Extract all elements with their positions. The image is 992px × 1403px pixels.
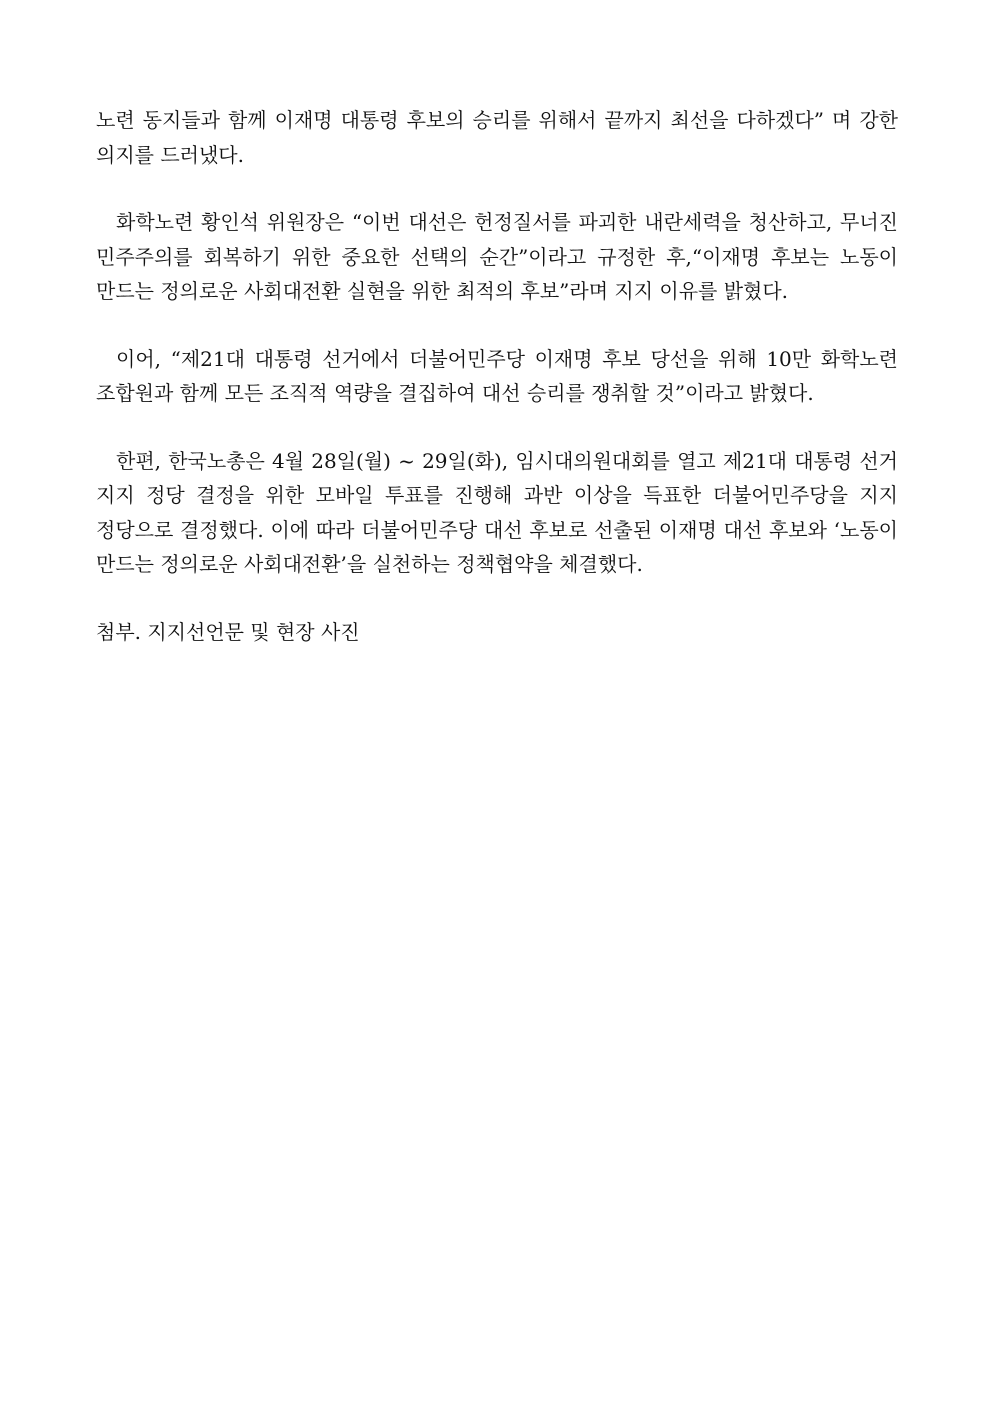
paragraph-1: 노련 동지들과 함께 이재명 대통령 후보의 승리를 위해서 끝까지 최선을 다하겠다” 며 강한 의지를 드러냈다. [96,108,898,167]
attachment-note: 첨부. 지지선언문 및 현장 사진 [96,619,360,644]
document-page [96,103,898,682]
paragraph-2: 화학노련 황인석 위원장은 “이번 대선은 헌정질서를 파괴한 내란세력을 청산하고, 무너진 민주주의를 회복하기 위한 중요한 선택의 순간”이라고 규정한 후,“이재명 후보는 노동이 만드는 정의로운 사회대전환 실현을 위한 최적의 후보”라며 지지 이유를 밝혔다. [96,210,898,303]
paragraph-3: 이어, “제21대 대통령 선거에서 더불어민주당 이재명 후보 당선을 위해 10만 화학노련 조합원과 함께 모든 조직적 역량을 결집하여 대선 승리를 쟁취할 것”이라고 밝혔다. [96,346,898,405]
paragraph-4: 한편, 한국노총은 4월 28일(월) ~ 29일(화), 임시대의원대회를 열고 제21대 대통령 선거 지지 정당 결정을 위한 모바일 투표를 진행해 과반 이상을 득표한 더불어민주당을 지지 정당으로 결정했다. 이에 따라 더불어민주당 대선 후보로 선출된 이재명 대선 후보와 ‘노동이 만드는 정의로운 사회대전환’을 실천하는 정책협약을 체결했다. [96,448,898,576]
